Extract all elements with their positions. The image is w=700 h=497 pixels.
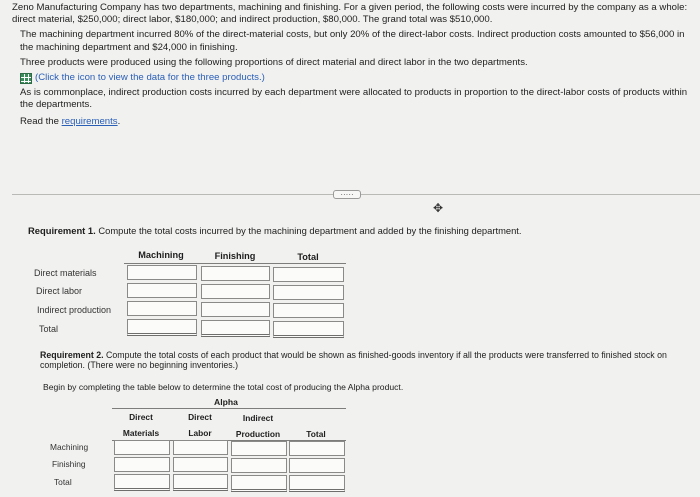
intro-paragraph-departments: The machining department incurred 80% of the direct-material costs, but only 20% of the direct-labor costs. Indirect production costs amounted to $56,000 in the machining department and $24,000 in finishing. bbox=[20, 29, 685, 53]
req1-finishing-total-input[interactable] bbox=[201, 320, 270, 337]
data-table-icon[interactable] bbox=[20, 73, 32, 84]
alpha-row-machining: Machining bbox=[50, 442, 89, 452]
intro-paragraph-products: Three products were produced using the following proportions of direct material and direct labor in the two departments. bbox=[20, 56, 528, 68]
alpha-total-direct-labor-input[interactable] bbox=[173, 474, 228, 491]
expand-collapse-button[interactable]: ····· bbox=[333, 190, 361, 199]
req1-total-direct-labor-input[interactable] bbox=[273, 285, 344, 300]
alpha-col-total: Total bbox=[306, 429, 326, 439]
req1-finishing-indirect-production-input[interactable] bbox=[201, 302, 270, 317]
intro-paragraph-allocation: As is commonplace, indirect production costs incurred by each department were allocated to products in proportion to the direct-labor costs of products within the departments. bbox=[20, 87, 688, 111]
alpha-machining-direct-labor-input[interactable] bbox=[173, 440, 228, 455]
problem-intro bbox=[12, 2, 692, 131]
alpha-total-indirect-production-input[interactable] bbox=[231, 475, 287, 492]
req1-finishing-direct-materials-input[interactable] bbox=[201, 266, 270, 281]
req1-machining-direct-materials-input[interactable] bbox=[127, 265, 197, 280]
req1-row-direct-materials: Direct materials bbox=[34, 268, 97, 278]
req1-machining-total-input[interactable] bbox=[127, 319, 197, 336]
alpha-total-direct-materials-input[interactable] bbox=[114, 474, 170, 491]
alpha-machining-indirect-production-input[interactable] bbox=[231, 441, 287, 456]
alpha-col-direct-materials bbox=[113, 409, 169, 441]
alpha-grand-total-input[interactable] bbox=[289, 475, 345, 492]
product-data-link-text[interactable]: (Click the icon to view the data for the three products.) bbox=[35, 72, 265, 84]
requirement-1-text: Compute the total costs incurred by the machining department and added by the finishing department. bbox=[95, 225, 522, 236]
alpha-machining-direct-materials-input[interactable] bbox=[114, 440, 170, 455]
req1-row-indirect-production: Indirect production bbox=[37, 305, 112, 315]
req1-finishing-direct-labor-input[interactable] bbox=[201, 284, 270, 299]
requirement-1-prompt bbox=[28, 225, 522, 237]
alpha-col-direct-labor bbox=[172, 409, 228, 441]
alpha-col-direct-labor-line1: Direct bbox=[188, 412, 212, 422]
alpha-col-indirect-production-line1: Indirect bbox=[242, 413, 274, 423]
requirement-1-label: Requirement 1. bbox=[28, 225, 96, 236]
req1-machining-indirect-production-input[interactable] bbox=[127, 301, 197, 316]
move-cursor-icon: ✥ bbox=[432, 201, 444, 215]
requirement-2-label: Requirement 2. bbox=[40, 350, 104, 360]
alpha-finishing-indirect-production-input[interactable] bbox=[231, 458, 287, 473]
alpha-row-total: Total bbox=[54, 477, 72, 487]
req1-total-indirect-production-input[interactable] bbox=[273, 303, 344, 318]
alpha-table-instructions: Begin by completing the table below to determine the total cost of producing the Alpha product. bbox=[43, 382, 404, 392]
req1-total-direct-materials-input[interactable] bbox=[273, 267, 344, 282]
alpha-col-indirect-production bbox=[230, 410, 286, 442]
req1-machining-direct-labor-input[interactable] bbox=[127, 283, 197, 298]
req1-col-total: Total bbox=[297, 252, 319, 262]
req1-row-direct-labor: Direct labor bbox=[36, 286, 83, 296]
read-prefix: Read the bbox=[20, 115, 62, 127]
alpha-machining-total-input[interactable] bbox=[289, 441, 345, 456]
requirement-2-text: Compute the total costs of each product that would be shown as finished-goods inventory if all the products were transferred to finished stock on completion. (There were no beginning inventories.) bbox=[40, 350, 667, 371]
alpha-col-direct-materials-line1: Direct bbox=[129, 412, 153, 422]
read-requirements-line bbox=[12, 116, 692, 128]
read-suffix: . bbox=[117, 115, 121, 127]
req1-row-total: Total bbox=[39, 324, 59, 334]
alpha-col-indirect-production-line2: Production bbox=[235, 429, 281, 439]
req1-grand-total-input[interactable] bbox=[273, 321, 344, 338]
alpha-finishing-direct-materials-input[interactable] bbox=[114, 457, 170, 472]
alpha-row-finishing: Finishing bbox=[52, 459, 86, 469]
alpha-finishing-total-input[interactable] bbox=[289, 458, 345, 473]
req1-col-finishing: Finishing bbox=[214, 251, 256, 261]
alpha-finishing-direct-labor-input[interactable] bbox=[173, 457, 228, 472]
requirement-2-prompt bbox=[40, 350, 680, 371]
alpha-col-direct-materials-line2: Materials bbox=[122, 428, 160, 438]
alpha-col-direct-labor-line2: Labor bbox=[188, 428, 212, 438]
req1-col-machining: Machining bbox=[138, 250, 184, 260]
alpha-product-header: Alpha bbox=[214, 397, 238, 407]
req1-header-rule bbox=[124, 263, 346, 264]
product-data-link[interactable] bbox=[12, 72, 692, 84]
intro-paragraph-costs: Zeno Manufacturing Company has two departments, machining and finishing. For a given period, the following costs were incurred by the company as a whole: direct material, $250,000; direct labor, $180,000; and indirect production, $80,000. The grand total was $510,000. bbox=[12, 2, 688, 26]
requirements-link[interactable]: requirements bbox=[61, 115, 118, 127]
